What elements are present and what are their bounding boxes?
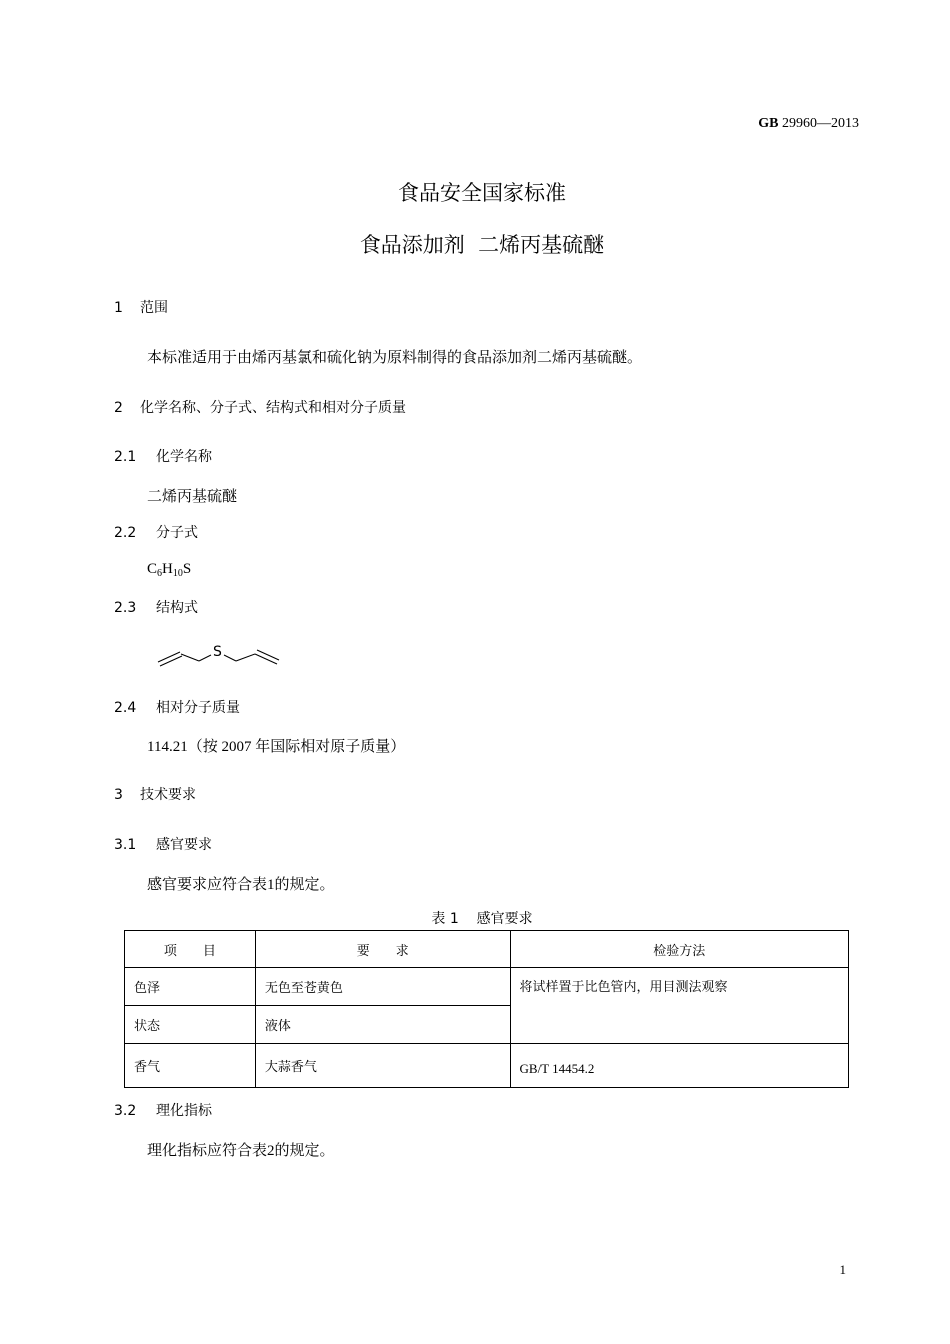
table-row: [125, 1044, 849, 1088]
document-title: 食品安全国家标准: [398, 181, 566, 205]
cell-method: 将试样置于比色管内，用目测法观察: [510, 968, 848, 1044]
table-header-row: [125, 931, 849, 968]
formula-c-sub: 6: [157, 568, 163, 579]
section-2-4-heading: [114, 697, 240, 717]
section-number: 2.2: [114, 525, 137, 541]
cell-requirement: 无色至苍黄色: [255, 968, 510, 1006]
section-number: 2.1: [114, 449, 137, 465]
formula-s: S: [182, 561, 192, 577]
cell-method: GB/T 14454.2: [510, 1044, 848, 1088]
document-subtitle: 食品添加剂 二烯丙基硫醚: [359, 233, 605, 257]
formula-c: C: [147, 561, 158, 577]
sensory-requirements-table: [124, 930, 849, 1088]
scope-text: 本标准适用于由烯丙基氯和硫化钠为原料制得的食品添加剂二烯丙基硫醚。: [147, 350, 643, 366]
molecular-mass-text: 114.21（按 2007 年国际相对原子质量）: [147, 739, 406, 755]
section-2-heading: [114, 397, 406, 417]
standard-code-number: 29960—2013: [782, 116, 859, 131]
section-3-2-heading: [114, 1100, 212, 1120]
section-2-3-heading: [114, 597, 198, 617]
section-title: 范围: [140, 300, 168, 316]
structural-formula: [155, 640, 285, 668]
header-item: 项 目: [125, 931, 256, 968]
section-2-2-heading: [114, 522, 198, 542]
standard-code: [758, 116, 859, 132]
section-number: 3.1: [114, 837, 137, 853]
molecular-formula: [147, 561, 191, 579]
section-number: 2: [114, 400, 123, 416]
section-title: 技术要求: [140, 787, 196, 803]
physicochemical-requirement-text: 理化指标应符合表2的规定。: [147, 1143, 335, 1159]
table-1-caption: 表 1 感官要求: [431, 911, 533, 927]
header-method: 检验方法: [510, 931, 848, 968]
section-number: 1: [114, 300, 123, 316]
header-requirement: 要 求: [255, 931, 510, 968]
section-number: 3: [114, 787, 123, 803]
formula-h: H: [162, 561, 173, 577]
section-title: 感官要求: [156, 837, 212, 853]
section-3-1-heading: [114, 834, 212, 854]
standard-code-prefix: GB: [758, 116, 779, 131]
section-number: 2.4: [114, 700, 137, 716]
cell-item: 状态: [125, 1006, 256, 1044]
section-1-heading: [114, 297, 168, 317]
table-row: [125, 968, 849, 1006]
cell-requirement: 大蒜香气: [255, 1044, 510, 1088]
cell-requirement: 液体: [255, 1006, 510, 1044]
formula-h-sub: 10: [172, 568, 183, 579]
section-number: 2.3: [114, 600, 137, 616]
cell-item: 色泽: [125, 968, 256, 1006]
chemical-name-text: 二烯丙基硫醚: [147, 489, 238, 505]
section-2-1-heading: [114, 446, 212, 466]
section-title: 化学名称、分子式、结构式和相对分子质量: [140, 400, 406, 416]
section-title: 结构式: [156, 600, 198, 616]
page-number: 1: [839, 1262, 846, 1277]
section-title: 相对分子质量: [156, 700, 240, 716]
sensory-requirement-text: 感官要求应符合表1的规定。: [147, 877, 335, 893]
section-title: 化学名称: [156, 449, 212, 465]
cell-item: 香气: [125, 1044, 256, 1088]
section-title: 理化指标: [156, 1103, 212, 1119]
sulfur-atom-label: S: [213, 644, 222, 660]
section-title: 分子式: [156, 525, 198, 541]
section-number: 3.2: [114, 1103, 137, 1119]
section-3-heading: [114, 784, 196, 804]
